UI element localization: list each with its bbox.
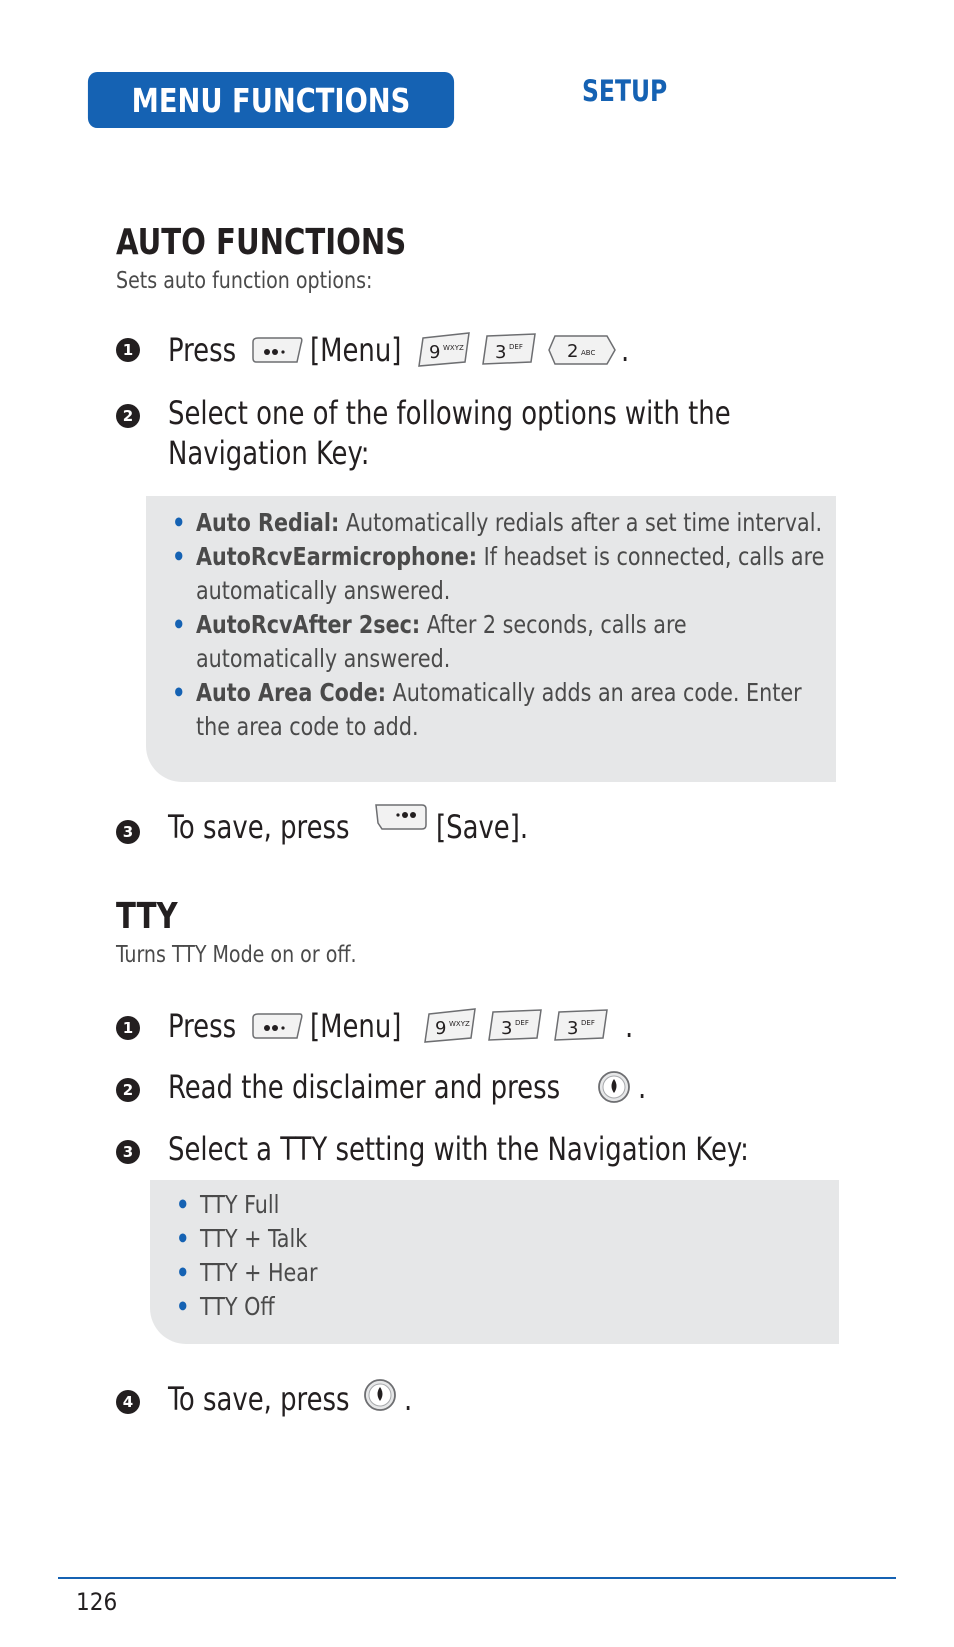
svg-text:9: 9: [435, 1018, 447, 1039]
key-3-def-icon: [487, 1006, 545, 1046]
auto-options-list: [172, 506, 896, 744]
save-instruction: To save, press: [168, 1380, 350, 1418]
press-label: Press: [168, 1007, 237, 1045]
menu-label: [Menu]: [309, 331, 402, 369]
step-end-period: .: [621, 331, 630, 369]
auto-step-2-line2: [168, 434, 392, 472]
right-soft-key-icon: [374, 799, 430, 837]
auto-functions-subtitle: Sets auto function options:: [116, 268, 373, 294]
tty-step-2: [168, 1068, 647, 1106]
tty-title: TTY: [116, 896, 178, 937]
option-text: If headset is connected, calls are: [477, 542, 825, 571]
tty-step-number-4: 4: [116, 1390, 140, 1414]
tty-step-number-2: 2: [116, 1078, 140, 1102]
step-end-period: .: [637, 1068, 646, 1106]
tty-step-4: [168, 1380, 413, 1418]
list-item: • TTY Off: [176, 1292, 275, 1321]
svg-text:WXYZ: WXYZ: [449, 1020, 470, 1028]
list-item: • Auto Area Code: Automatically adds an area code. Enter the area code to add.: [172, 678, 802, 741]
svg-text:ABC: ABC: [581, 349, 596, 357]
left-soft-key-icon: [250, 1008, 304, 1044]
tty-step-number-1: 1: [116, 1016, 140, 1040]
key-3-def-icon: [553, 1006, 611, 1046]
svg-text:3: 3: [495, 342, 507, 363]
auto-step-3: [168, 808, 538, 846]
key-9-wxyz-icon: [415, 330, 473, 370]
option-text: Automatically redials after a set time interval.: [339, 508, 823, 537]
chapter-label: SETUP: [582, 74, 668, 108]
step-number-3: 3: [116, 820, 140, 844]
key-3-def-icon: [481, 330, 539, 370]
save-label: [Save].: [435, 808, 528, 846]
tty-step-number-3: 3: [116, 1140, 140, 1164]
step-end-period: .: [625, 1007, 634, 1045]
option-label: AutoRcvAfter 2sec:: [196, 610, 421, 639]
page-number: 126: [76, 1588, 118, 1616]
tty-subtitle: Turns TTY Mode on or off.: [116, 942, 357, 968]
ok-key-icon: [596, 1069, 632, 1105]
svg-text:DEF: DEF: [515, 1019, 530, 1027]
list-item: • TTY Full: [176, 1190, 280, 1219]
list-item: • AutoRcvEarmicrophone: If headset is connected, calls are automatically answered.: [172, 542, 825, 605]
auto-functions-title: AUTO FUNCTIONS: [116, 222, 407, 263]
list-item: • TTY + Talk: [176, 1224, 308, 1253]
svg-text:2: 2: [567, 341, 579, 362]
svg-text:WXYZ: WXYZ: [443, 344, 464, 352]
save-instruction: To save, press: [168, 808, 350, 846]
svg-text:DEF: DEF: [581, 1019, 596, 1027]
option-label: Auto Area Code:: [196, 678, 387, 707]
option-text-cont: the area code to add.: [196, 712, 419, 741]
tty-setting-instruction: Select a TTY setting with the Navigation Key:: [168, 1130, 749, 1168]
list-item: • TTY + Hear: [176, 1258, 318, 1287]
tty-step-3: [168, 1130, 813, 1168]
list-item: • AutoRcvAfter 2sec: After 2 seconds, calls are automatically answered.: [172, 610, 687, 673]
step-number-2: 2: [116, 404, 140, 428]
auto-step-2-line1: [168, 394, 793, 432]
press-label: Press: [168, 331, 237, 369]
svg-text:DEF: DEF: [509, 343, 524, 351]
option-text-cont: automatically answered.: [196, 576, 451, 605]
auto-step-1: [168, 330, 630, 370]
svg-text:9: 9: [429, 342, 441, 363]
auto-step-2-text: Select one of the following options with the: [168, 394, 731, 432]
option-label: Auto Redial:: [196, 508, 340, 537]
footer-divider: [58, 1577, 896, 1579]
tty-option: TTY Full: [200, 1190, 280, 1219]
tty-option: TTY + Talk: [200, 1224, 308, 1253]
key-2-abc-icon: [547, 332, 617, 368]
left-soft-key-icon: [250, 332, 304, 368]
step-end-period: .: [403, 1380, 412, 1418]
section-header: MENU FUNCTIONS: [88, 72, 454, 128]
svg-text:3: 3: [501, 1018, 513, 1039]
option-text: After 2 seconds, calls are: [420, 610, 687, 639]
key-9-wxyz-icon: [421, 1006, 479, 1046]
list-item: • Auto Redial: Automatically redials after a set time interval.: [172, 508, 823, 537]
auto-step-2-text-cont: Navigation Key:: [168, 434, 370, 472]
option-label: AutoRcvEarmicrophone:: [196, 542, 478, 571]
tty-option: TTY + Hear: [200, 1258, 318, 1287]
tty-option: TTY Off: [200, 1292, 275, 1321]
tty-step-1: [168, 1006, 634, 1046]
menu-label: [Menu]: [309, 1007, 402, 1045]
ok-key-icon: [362, 1377, 398, 1413]
step-number-1: 1: [116, 338, 140, 362]
tty-options-list: [176, 1188, 800, 1324]
option-text: Automatically adds an area code. Enter: [386, 678, 802, 707]
disclaimer-instruction: Read the disclaimer and press: [168, 1068, 561, 1106]
option-text-cont: automatically answered.: [196, 644, 451, 673]
svg-text:3: 3: [567, 1018, 579, 1039]
